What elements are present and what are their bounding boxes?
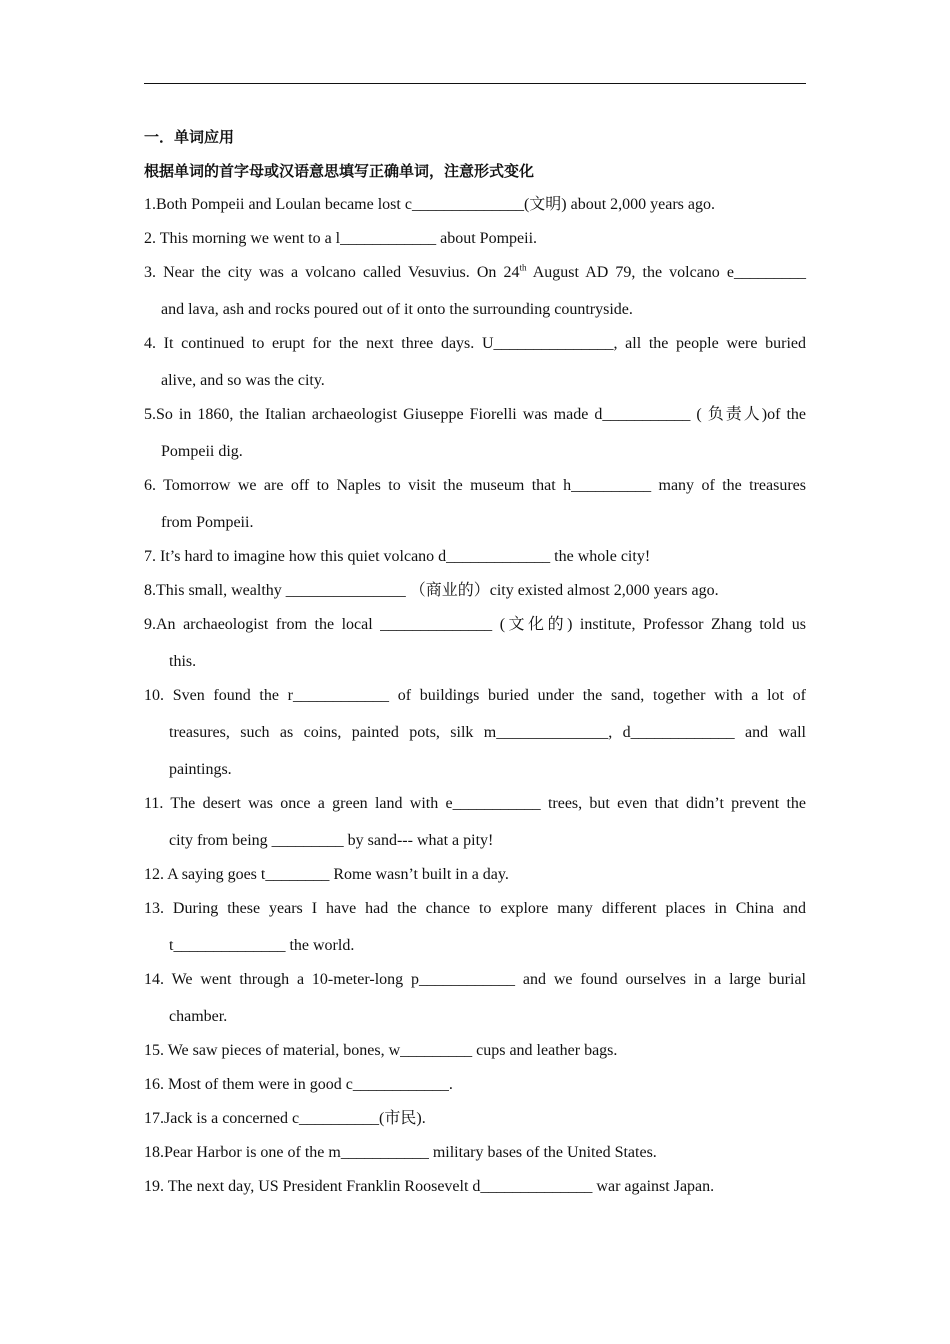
question-text: 14. We went through a 10-meter-long p____________ and we found ourselves in a large burial bbox=[144, 971, 806, 988]
question-text: 1.Both Pompeii and Loulan became lost c______________(文明) about 2,000 years ago. bbox=[144, 196, 716, 213]
question-3 bbox=[144, 260, 806, 323]
question-text-continued: paintings. bbox=[169, 761, 232, 778]
question-text: 17.Jack is a concerned c__________(市民). bbox=[144, 1110, 426, 1127]
question-text: 7. It’s hard to imagine how this quiet volcano d_____________ the whole city! bbox=[144, 548, 651, 565]
question-10 bbox=[144, 683, 806, 783]
question-text: 16. Most of them were in good c____________. bbox=[144, 1076, 453, 1093]
instructions: 根据单词的首字母或汉语意思填写正确单词，注意形式变化 bbox=[144, 162, 535, 180]
question-13 bbox=[144, 896, 806, 959]
question-text-continued: t______________ the world. bbox=[169, 937, 355, 954]
question-text: 15. We saw pieces of material, bones, w_________ cups and leather bags. bbox=[144, 1042, 618, 1059]
question-text: 11. The desert was once a green land with e___________ trees, but even that didn’t prevent the bbox=[144, 795, 806, 812]
header-rule bbox=[144, 83, 806, 84]
question-text: 9.An archaeologist from the local ______________ (文化的) institute, Professor Zhang told us bbox=[144, 616, 806, 633]
superscript: th bbox=[519, 262, 527, 273]
question-4 bbox=[144, 331, 806, 394]
question-text-continued: Pompeii dig. bbox=[161, 443, 243, 460]
question-8 bbox=[144, 578, 806, 604]
question-text: 18.Pear Harbor is one of the m___________ military bases of the United States. bbox=[144, 1144, 657, 1161]
question-text-continued: alive, and so was the city. bbox=[161, 372, 325, 389]
question-2 bbox=[144, 226, 806, 252]
question-18 bbox=[144, 1140, 806, 1166]
question-15 bbox=[144, 1038, 806, 1064]
question-text: 5.So in 1860, the Italian archaeologist Giuseppe Fiorelli was made d___________ ( 负责人)of the bbox=[144, 406, 806, 423]
worksheet-body bbox=[144, 124, 806, 1208]
question-11 bbox=[144, 791, 806, 854]
question-text: 8.This small, wealthy _______________ （商业的）city existed almost 2,000 years ago. bbox=[144, 582, 719, 599]
question-text: 19. The next day, US President Franklin Roosevelt d______________ war against Japan. bbox=[144, 1178, 715, 1195]
question-text-continued: this. bbox=[169, 653, 197, 670]
question-text: 12. A saying goes t________ Rome wasn’t built in a day. bbox=[144, 866, 509, 883]
question-text-continued: from Pompeii. bbox=[161, 514, 254, 531]
question-9 bbox=[144, 612, 806, 675]
question-1 bbox=[144, 192, 806, 218]
section-title: 一．单词应用 bbox=[144, 128, 235, 146]
question-text: 4. It continued to erupt for the next three days. U_______________, all the people were buried bbox=[144, 335, 806, 352]
question-text bbox=[144, 260, 806, 286]
question-6 bbox=[144, 473, 806, 536]
question-text-part: 3. Near the city was a volcano called Vesuvius. On 24 bbox=[144, 264, 520, 281]
question-17 bbox=[144, 1106, 806, 1132]
question-text: 6. Tomorrow we are off to Naples to visit the museum that h__________ many of the treasures bbox=[144, 477, 806, 494]
question-7 bbox=[144, 544, 806, 570]
question-text: 10. Sven found the r____________ of buildings buried under the sand, together with a lot of bbox=[144, 687, 806, 704]
question-text: 2. This morning we went to a l____________ about Pompeii. bbox=[144, 230, 538, 247]
question-text-continued: city from being _________ by sand--- what a pity! bbox=[169, 832, 494, 849]
question-text-part: August AD 79, the volcano e_________ bbox=[526, 264, 807, 281]
question-16 bbox=[144, 1072, 806, 1098]
question-5 bbox=[144, 402, 806, 465]
question-text-continued: treasures, such as coins, painted pots, silk m______________, d_____________ and wall bbox=[169, 724, 806, 741]
question-text-continued: chamber. bbox=[169, 1008, 228, 1025]
question-19 bbox=[144, 1174, 806, 1200]
question-text: 13. During these years I have had the chance to explore many different places in China and bbox=[144, 900, 806, 917]
question-14 bbox=[144, 967, 806, 1030]
question-text-continued: and lava, ash and rocks poured out of it onto the surrounding countryside. bbox=[161, 301, 633, 318]
question-12 bbox=[144, 862, 806, 888]
